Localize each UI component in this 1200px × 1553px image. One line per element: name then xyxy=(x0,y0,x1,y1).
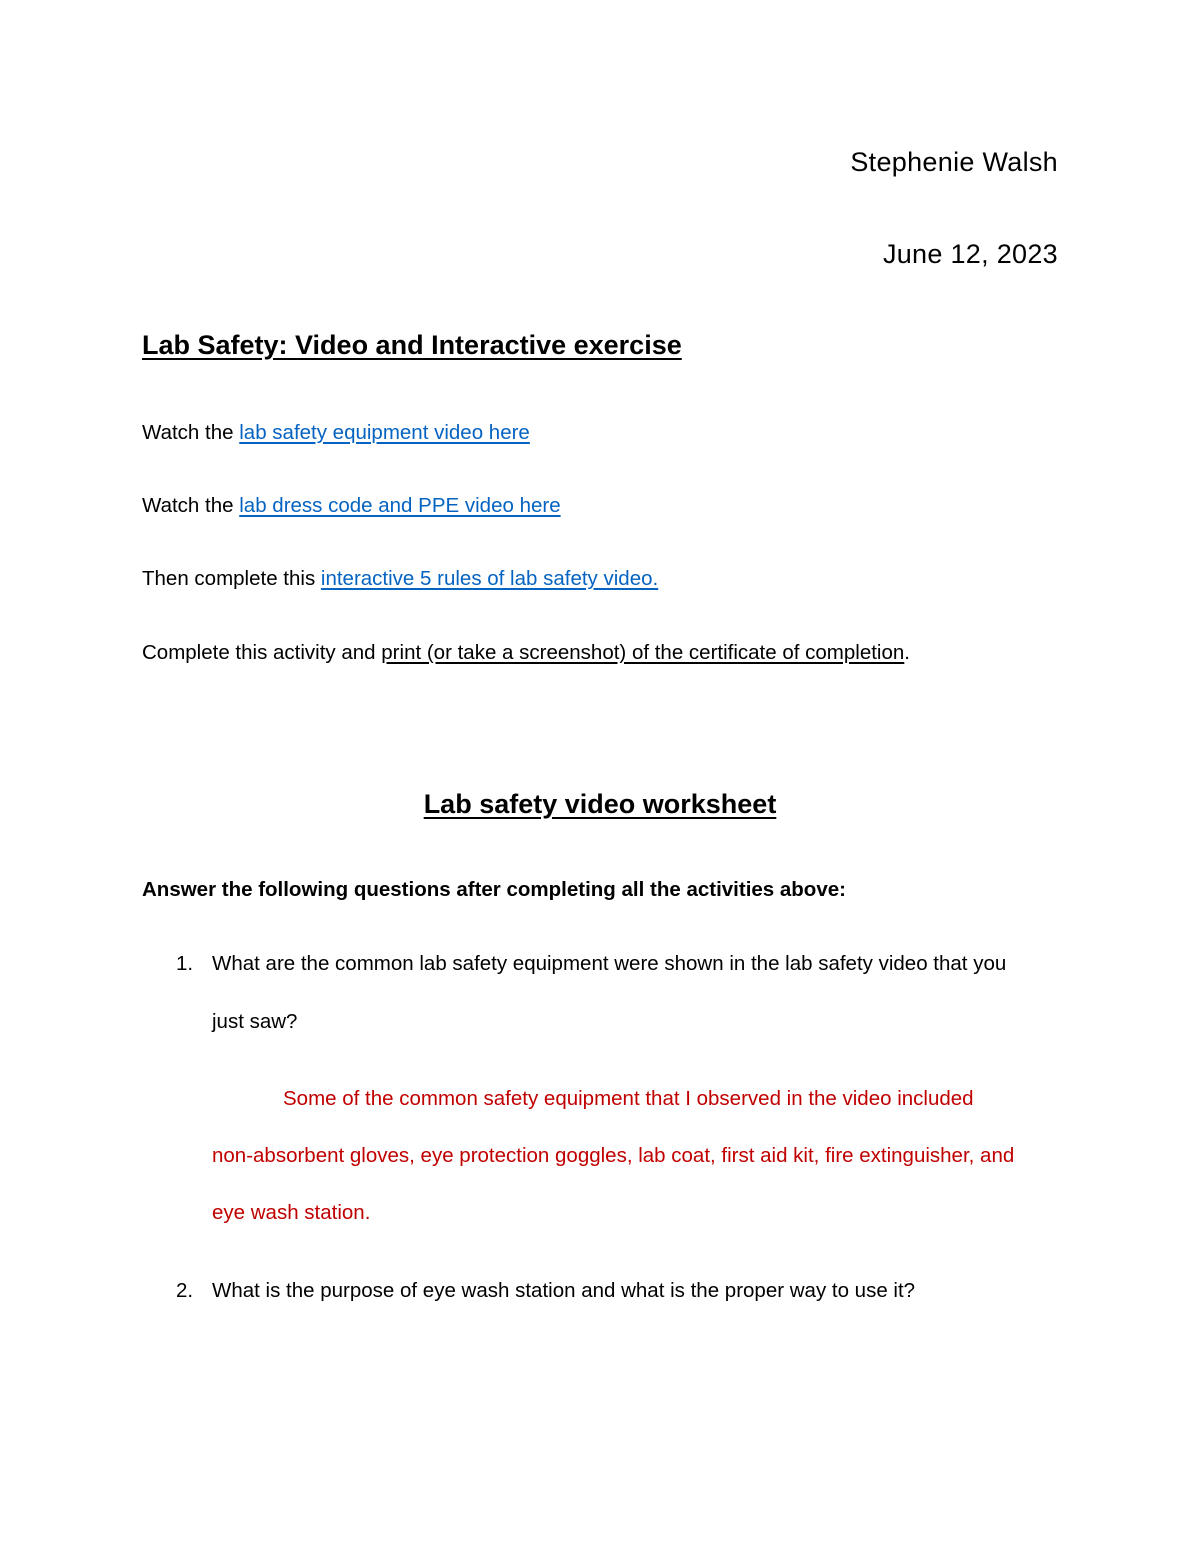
question-1-number: 1. xyxy=(176,952,194,975)
question-1-text-line-2: just saw? xyxy=(212,1010,298,1033)
instruction-line-1 xyxy=(142,421,530,445)
answer-1-line-1: Some of the common safety equipment that I observed in the video included xyxy=(283,1087,974,1110)
instruction-4-suffix: . xyxy=(904,641,910,664)
author-name: Stephenie Walsh xyxy=(850,147,1058,177)
certificate-instruction-underlined: print (or take a screenshot) of the certificate of completion xyxy=(381,641,905,664)
instruction-3-prefix: Then complete this xyxy=(142,567,321,590)
instruction-2-prefix: Watch the xyxy=(142,494,240,517)
instruction-line-3 xyxy=(142,567,658,591)
document-title: Lab Safety: Video and Interactive exercise xyxy=(142,330,682,360)
instruction-line-2 xyxy=(142,494,561,518)
answer-1-line-2: non-absorbent gloves, eye protection goggles, lab coat, first aid kit, fire extinguisher, and xyxy=(212,1144,1015,1167)
worksheet-prompt: Answer the following questions after completing all the activities above: xyxy=(142,878,846,901)
document-date: June 12, 2023 xyxy=(882,239,1058,269)
answer-1-line-3: eye wash station. xyxy=(212,1201,371,1224)
question-1-text-line-1: What are the common lab safety equipment were shown in the lab safety video that you xyxy=(212,952,1007,975)
instruction-1-prefix: Watch the xyxy=(142,421,240,444)
instruction-4-prefix: Complete this activity and xyxy=(142,641,382,664)
worksheet-title: Lab safety video worksheet xyxy=(423,789,777,819)
interactive-lab-safety-rules-link[interactable]: interactive 5 rules of lab safety video. xyxy=(320,567,659,590)
lab-safety-equipment-video-link[interactable]: lab safety equipment video here xyxy=(239,421,530,444)
question-2-number: 2. xyxy=(176,1279,194,1302)
instruction-line-4 xyxy=(142,641,910,665)
question-2-text-line-1: What is the purpose of eye wash station and what is the proper way to use it? xyxy=(212,1279,916,1302)
lab-dress-code-ppe-video-link[interactable]: lab dress code and PPE video here xyxy=(239,494,561,517)
